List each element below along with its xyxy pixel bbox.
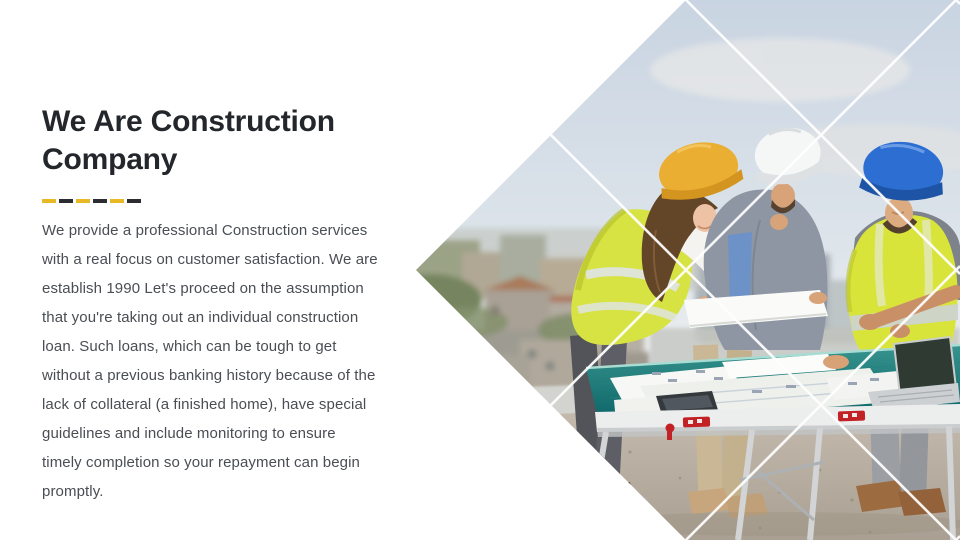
divider-dash bbox=[76, 199, 90, 203]
divider-dash bbox=[59, 199, 73, 203]
divider-dash bbox=[127, 199, 141, 203]
divider-dash bbox=[110, 199, 124, 203]
construction-team-photo bbox=[400, 0, 960, 540]
divider-dash bbox=[93, 199, 107, 203]
divider-dash bbox=[42, 199, 56, 203]
text-column bbox=[42, 103, 394, 506]
title-divider bbox=[42, 199, 394, 203]
photo-illustration bbox=[400, 0, 960, 540]
slide-body-text: We provide a professional Construction services with a real focus on customer satisfaction. We are establish 1990 Let's proceed on the assumption that you're taking out an individual construction loan. Such loans, which can be tough to get without a previous banking history because of the lack of collateral (a finished home), have special guidelines and include monitoring to ensure timely completion so your repayment can begin promptly. bbox=[42, 222, 378, 500]
slide-title: We Are Construction Company bbox=[42, 105, 335, 176]
